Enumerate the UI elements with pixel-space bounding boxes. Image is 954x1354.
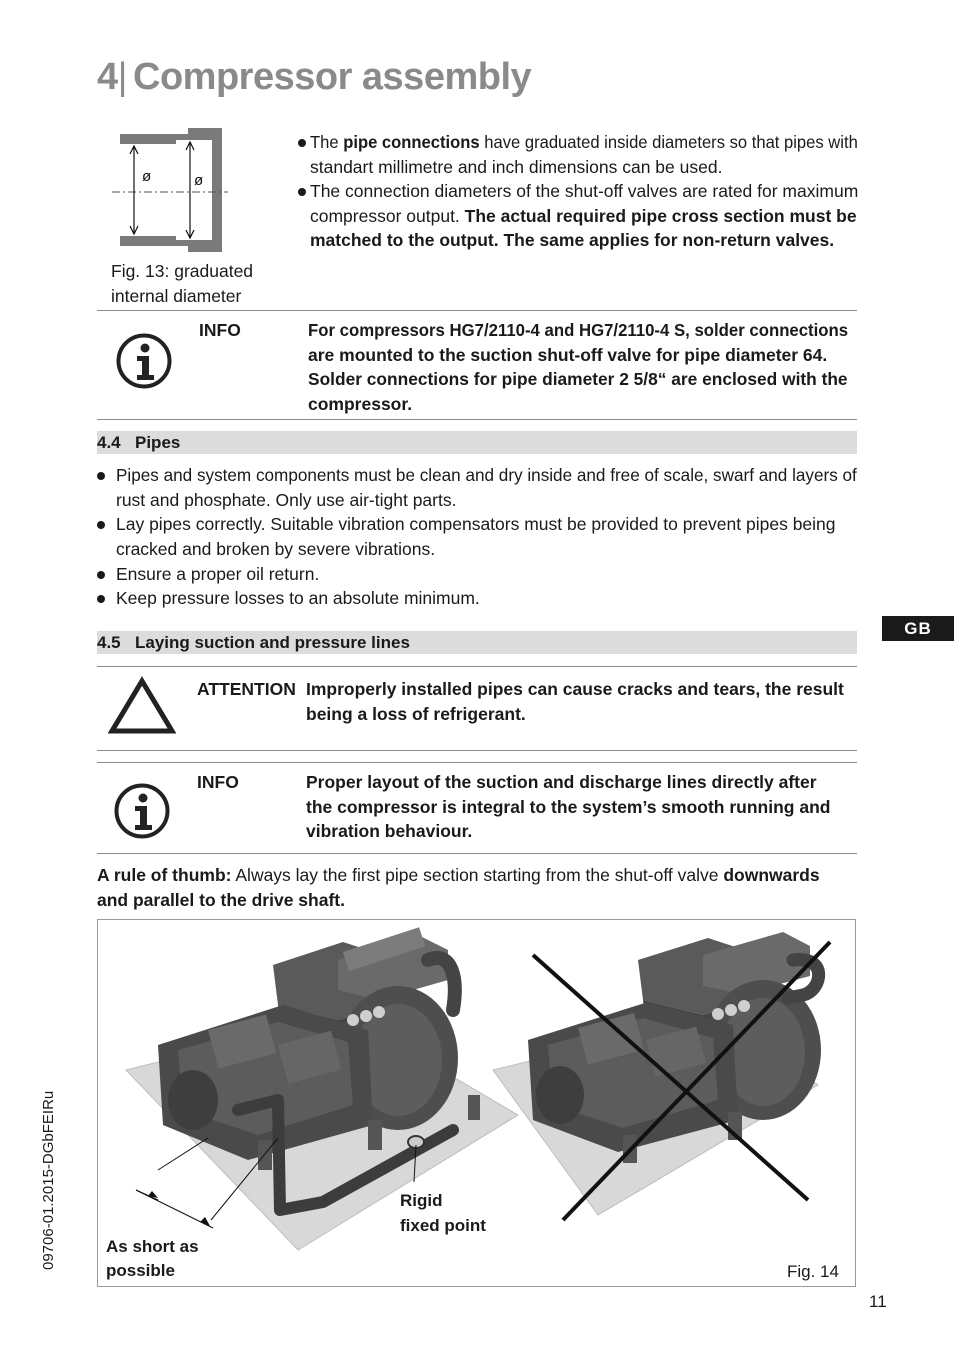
title-separator: | bbox=[117, 56, 128, 98]
bullet-icon bbox=[97, 595, 105, 603]
rule-of-thumb bbox=[97, 863, 857, 912]
bullet-icon bbox=[97, 521, 105, 529]
pipes-bullet-4: Keep pressure losses to an absolute minimum. bbox=[116, 588, 480, 608]
text-run-bold: downwards bbox=[723, 865, 820, 885]
text-run-bold: A rule of thumb: bbox=[97, 865, 232, 885]
text-run: The bbox=[310, 132, 344, 152]
text-line: being a loss of refrigerant. bbox=[306, 703, 526, 724]
page-number: 11 bbox=[869, 1292, 887, 1311]
text-line: Solder connections for pipe diameter 2 5/8“ are enclosed with the bbox=[308, 369, 848, 390]
pipes-bullet-3: Ensure a proper oil return. bbox=[116, 564, 320, 584]
intro-bullet-1 bbox=[310, 130, 858, 179]
fig13-caption bbox=[111, 259, 253, 308]
info-icon bbox=[115, 332, 173, 390]
divider bbox=[97, 853, 857, 854]
text-line: possible bbox=[106, 1261, 175, 1280]
attention-label: ATTENTION bbox=[197, 679, 296, 699]
label-rigid-fixed-point bbox=[400, 1188, 486, 1238]
section-number: 4.4 bbox=[97, 433, 121, 452]
arrow-icon bbox=[200, 1217, 210, 1226]
text-line: the compressor is integral to the system’s smooth running and bbox=[306, 796, 831, 817]
text-run: Always lay the first pipe section starting from the shut-off valve bbox=[231, 865, 724, 885]
compressor-incorrect bbox=[528, 932, 821, 1163]
text-line: fixed point bbox=[400, 1216, 486, 1235]
pipes-bullet-2 bbox=[116, 512, 857, 561]
text-line: vibration behaviour. bbox=[306, 821, 473, 842]
fig14-caption: Fig. 14 bbox=[787, 1262, 839, 1281]
info-icon bbox=[113, 782, 171, 840]
info-label: INFO bbox=[199, 320, 241, 340]
intro-bullet-2 bbox=[310, 179, 858, 253]
divider bbox=[97, 750, 857, 751]
bullet-icon bbox=[298, 139, 306, 147]
text-run: compressor output. bbox=[310, 205, 465, 226]
bullet-icon bbox=[298, 188, 306, 196]
fig13-caption-line: internal diameter bbox=[111, 285, 242, 306]
text-line: compressor. bbox=[308, 393, 413, 414]
chapter-number: 4 bbox=[97, 56, 118, 98]
divider bbox=[97, 310, 857, 311]
section-title: Pipes bbox=[135, 433, 181, 452]
bullet-icon bbox=[97, 571, 105, 579]
divider bbox=[97, 419, 857, 420]
text-line: are mounted to the suction shut-off valve for pipe diameter 64. bbox=[308, 344, 828, 365]
text-line: standart millimetre and inch dimensions can be used. bbox=[310, 156, 723, 177]
diameter-symbol: ø bbox=[194, 172, 204, 189]
text-run: have graduated inside diameters so that pipes with bbox=[479, 132, 858, 152]
text-run-bold: matched to the output. The same applies for non-return valves. bbox=[310, 230, 835, 251]
dimension-line bbox=[158, 1138, 208, 1170]
text-run-bold: The actual required pipe cross section must be bbox=[464, 205, 857, 226]
text-line: Proper layout of the suction and discharge lines directly after bbox=[306, 772, 817, 792]
section-heading-4-4 bbox=[97, 431, 857, 454]
bullet-icon bbox=[97, 472, 105, 480]
text-line: cracked and broken by severe vibrations. bbox=[116, 538, 436, 559]
text-run-bold: pipe connections bbox=[343, 132, 480, 152]
section-heading-4-5 bbox=[97, 631, 857, 654]
section-number: 4.5 bbox=[97, 633, 121, 652]
page-title bbox=[97, 56, 531, 99]
info1-text bbox=[308, 318, 848, 416]
fig13-caption-line: Fig. 13: graduated bbox=[111, 261, 254, 281]
divider bbox=[97, 762, 857, 763]
text-line: Improperly installed pipes can cause cracks and tears, the result bbox=[306, 679, 844, 699]
pipes-bullet-1 bbox=[116, 463, 857, 512]
text-line: Lay pipes correctly. Suitable vibration compensators must be provided to prevent pipes being bbox=[116, 514, 836, 534]
text-line: Pipes and system components must be clean and dry inside and free of scale, swarf and layers of bbox=[116, 465, 857, 485]
attention-text bbox=[306, 677, 851, 726]
text-line: rust and phosphate. Only use air-tight parts. bbox=[116, 489, 457, 510]
text-line: The connection diameters of the shut-off valves are rated for maximum bbox=[310, 181, 859, 201]
fig13-graduated-diameter-drawing bbox=[110, 128, 235, 258]
text-line: For compressors HG7/2110-4 and HG7/2110-4 S, solder connections bbox=[308, 320, 849, 340]
divider bbox=[97, 666, 857, 667]
text-line: As short as bbox=[106, 1237, 199, 1256]
text-line: Rigid bbox=[400, 1191, 443, 1210]
info-label: INFO bbox=[197, 772, 239, 792]
chapter-title: Compressor assembly bbox=[133, 56, 532, 98]
info2-text bbox=[306, 770, 846, 844]
document-code: 09706-01.2015-DGbFEIRu bbox=[40, 1090, 57, 1270]
label-as-short-as-possible bbox=[106, 1235, 199, 1283]
language-tab: GB bbox=[882, 616, 954, 641]
diameter-symbol: ø bbox=[142, 168, 152, 185]
text-run-bold: and parallel to the drive shaft. bbox=[97, 889, 345, 910]
warning-triangle-icon bbox=[108, 676, 176, 734]
section-title: Laying suction and pressure lines bbox=[135, 633, 410, 652]
